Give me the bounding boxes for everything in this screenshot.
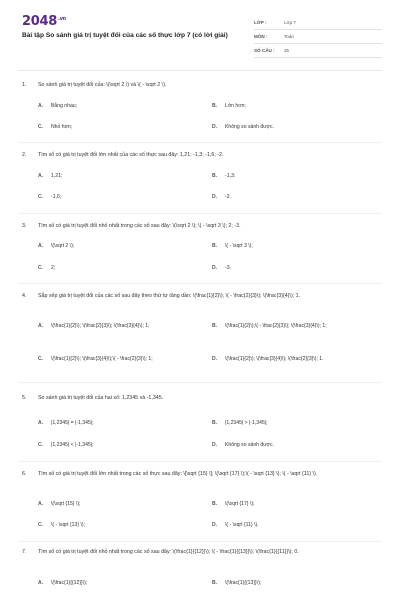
option-text: 1,21;: [51, 173, 63, 179]
option-key: C.: [38, 522, 44, 528]
meta-key: MÔN :: [254, 34, 268, 39]
option-key: D.: [212, 522, 218, 528]
option-key: A.: [38, 173, 44, 179]
question-number: 6.: [22, 471, 27, 477]
meta-value: Lớp 7: [284, 20, 296, 25]
option-c[interactable]: [38, 442, 198, 449]
option-key: D.: [212, 194, 218, 200]
option-key: C.: [38, 194, 44, 200]
option-key: C.: [38, 265, 44, 271]
option-key: B.: [212, 580, 218, 586]
question-divider: [18, 461, 382, 462]
option-b[interactable]: [212, 420, 372, 427]
option-key: D.: [212, 442, 218, 448]
option-d[interactable]: [212, 522, 372, 529]
option-text: \(\sqrt {15} \);: [51, 501, 81, 507]
meta-row-subject: [254, 30, 382, 44]
question-number: 5.: [22, 395, 27, 401]
option-text: \(\frac{1}{2}\); \(\frac{2}{3}\); \(\frac{3}{4}\); 1;: [51, 323, 150, 329]
option-key: A.: [38, 420, 44, 426]
option-key: A.: [38, 103, 44, 109]
option-text: 2;: [51, 265, 56, 271]
question-1: [22, 81, 378, 89]
question-divider: [18, 382, 382, 383]
option-a[interactable]: [38, 173, 198, 180]
option-text: Không so sánh được.: [225, 442, 274, 448]
meta-table: [254, 16, 382, 58]
question-number: 3.: [22, 223, 27, 229]
option-text: \(\frac{1}{2}\); \(\frac{3}{4}\); \(\frac{2}{3}\); 1.: [225, 356, 324, 362]
option-text: -1,3;: [225, 173, 236, 179]
question-text: Tìm số có giá trị tuyệt đối nhỏ nhất trong các số sau đây: \(\sqrt 2 \); \( - \sqrt 3 \); 2; -3.: [38, 223, 241, 229]
question-number: 7.: [22, 549, 27, 555]
question-text: So sánh giá trị tuyệt đối của: \(\sqrt 2 \) và \( - \sqrt 2 \).: [38, 82, 167, 88]
option-key: D.: [212, 265, 218, 271]
option-a[interactable]: [38, 420, 198, 427]
option-b[interactable]: [212, 580, 372, 587]
option-c[interactable]: [38, 124, 198, 131]
option-text: \(\sqrt {17} \);: [225, 501, 255, 507]
option-text: \( - \sqrt {13} \);: [51, 522, 85, 528]
option-a[interactable]: [38, 580, 198, 587]
option-text: |1,2345| > |-1,345|;: [225, 420, 268, 426]
option-key: D.: [212, 124, 218, 130]
option-b[interactable]: [212, 243, 372, 250]
option-text: \(\frac{1}{{13}}\);: [225, 580, 262, 586]
page-title: Bài tập So sánh giá trị tuyệt đối của các số thực lớp 7 (có lời giải): [22, 32, 228, 39]
option-key: A.: [38, 501, 44, 507]
meta-row-count: [254, 44, 382, 58]
option-text: \( - \sqrt {11} \).: [225, 522, 259, 528]
option-c[interactable]: [38, 522, 198, 529]
option-text: |1,2345| < |-1,345|;: [51, 442, 94, 448]
option-text: Nhỏ hơn;: [51, 124, 73, 130]
option-text: \(\frac{1}{{12}}\);: [51, 580, 88, 586]
meta-value: Toán: [284, 34, 294, 39]
option-a[interactable]: [38, 243, 198, 250]
option-text: \(\frac{1}{2}\); \(\frac{3}{4}\);\( - \frac{2}{3}\); 1;: [51, 356, 153, 362]
option-text: Không so sánh được.: [225, 124, 274, 130]
option-a[interactable]: [38, 103, 198, 110]
header-divider: [18, 70, 382, 71]
option-key: B.: [212, 243, 218, 249]
question-text: Tìm số có giá trị tuyệt đối lớn nhất của các số thực sau đây: 1,21; -1,3; -1,6; -2.: [38, 152, 224, 158]
question-text: Tìm số có giá trị tuyệt đối lớn nhất trong các số thực sau đây: \[\sqrt {15} \]; \(\sqrt {17} \);\( - \sqrt {13} \); \( - \sqrt {11} \).: [38, 471, 318, 477]
option-key: A.: [38, 243, 44, 249]
meta-key: LỚP :: [254, 20, 267, 25]
question-divider: [18, 541, 382, 542]
option-a[interactable]: [38, 323, 198, 330]
option-a[interactable]: [38, 501, 198, 508]
option-key: D.: [212, 356, 218, 362]
option-key: B.: [212, 420, 218, 426]
option-d[interactable]: [212, 265, 372, 272]
option-key: B.: [212, 173, 218, 179]
option-d[interactable]: [212, 194, 372, 201]
question-text: Tìm số có giá trị tuyệt đối nhỏ nhất trong các số sau đây: \(\frac{1}{{12}}\); \( - \frac{1}{{13}}\); \(\frac{1}{{11}}\); 0.: [38, 549, 299, 555]
page-header: [0, 0, 400, 70]
logo-suffix: .vn: [57, 15, 66, 22]
option-b[interactable]: [212, 323, 372, 330]
question-2: [22, 151, 378, 159]
option-b[interactable]: [212, 173, 372, 180]
option-key: B.: [212, 103, 218, 109]
option-text: |1,2345| = |-1,345|;: [51, 420, 94, 426]
option-c[interactable]: [38, 194, 198, 201]
option-d[interactable]: [212, 124, 372, 131]
question-number: 1.: [22, 82, 27, 88]
option-key: A.: [38, 323, 44, 329]
question-5: [22, 394, 378, 402]
option-text: -3.: [225, 265, 231, 271]
option-c[interactable]: [38, 265, 198, 272]
option-key: A.: [38, 580, 44, 586]
question-number: 4.: [22, 293, 27, 299]
option-text: \(\sqrt 2 \);: [51, 243, 75, 249]
question-text: Sắp xếp giá trị tuyệt đối của các số sau đây theo thứ tự tăng dần: \(\frac{1}{2}\); \( - \frac{2}{3}\); \(\frac{3}{4}\); 1.: [38, 293, 301, 299]
question-divider: [18, 283, 382, 284]
site-logo[interactable]: [22, 14, 66, 29]
option-key: B.: [212, 323, 218, 329]
question-3: [22, 222, 378, 230]
option-c[interactable]: [38, 356, 198, 363]
meta-key: SỐ CÂU :: [254, 48, 275, 53]
option-text: -1,6;: [51, 194, 62, 200]
meta-row-class: [254, 16, 382, 30]
option-b[interactable]: [212, 103, 372, 110]
option-b[interactable]: [212, 501, 372, 508]
question-7: [22, 548, 378, 556]
option-d[interactable]: [212, 442, 372, 449]
question-text: So sánh giá trị tuyệt đối của hai số: 1,2345 và -1,345.: [38, 395, 164, 401]
option-text: Lớn hơn;: [225, 103, 246, 109]
option-key: B.: [212, 501, 218, 507]
option-text: Bằng nhau;: [51, 103, 78, 109]
option-key: C.: [38, 442, 44, 448]
question-6: [22, 470, 378, 478]
option-text: \( - \sqrt 3 \);: [225, 243, 253, 249]
question-4: [22, 292, 378, 300]
option-key: C.: [38, 124, 44, 130]
option-d[interactable]: [212, 356, 372, 363]
option-text: -2.: [225, 194, 231, 200]
meta-value: 25: [284, 48, 290, 53]
question-number: 2.: [22, 152, 27, 158]
logo-text: 2048: [22, 14, 57, 29]
question-divider: [18, 142, 382, 143]
option-text: \(\frac{1}{2}\);\( - \frac{2}{3}\); \(\frac{3}{4}\); 1;: [225, 323, 327, 329]
question-divider: [18, 213, 382, 214]
option-key: C.: [38, 356, 44, 362]
